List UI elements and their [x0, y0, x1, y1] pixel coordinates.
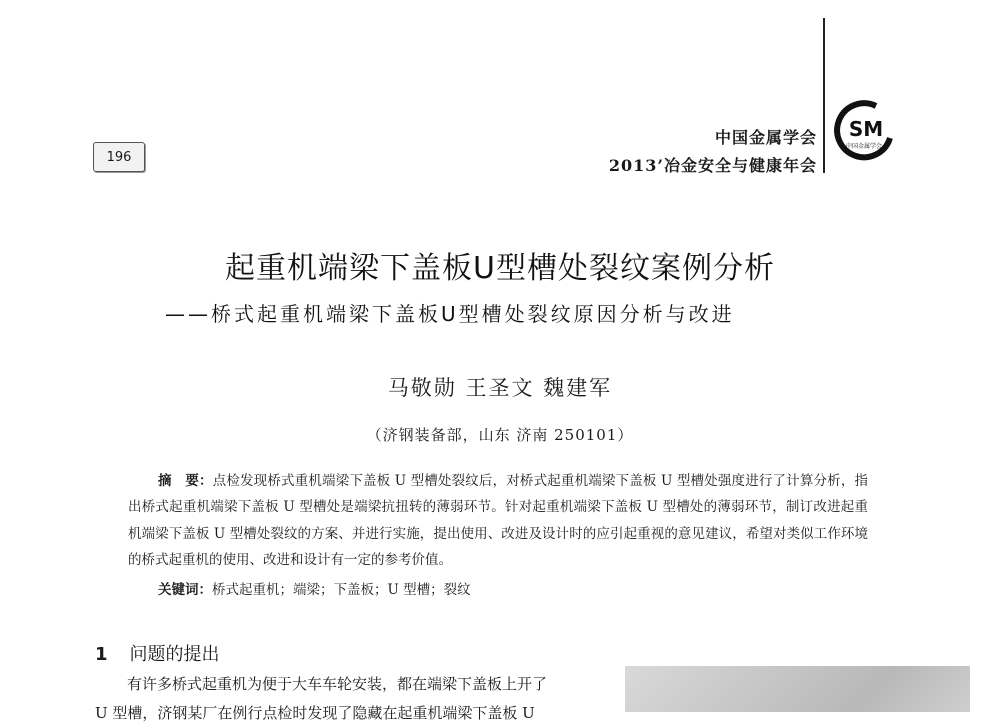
paper-subtitle: ——桥式起重机端梁下盖板U型槽处裂纹原因分析与改进: [165, 302, 735, 326]
abstract: [128, 468, 868, 573]
logo-caption: 中国金属学会: [845, 143, 883, 150]
conference-header: [560, 124, 817, 180]
section-heading: [95, 640, 220, 666]
keywords-text: 桥式起重机；端梁；下盖板；U 型槽；裂纹: [212, 582, 471, 598]
section-title: 问题的提出: [129, 644, 220, 665]
authors: 马敬勋 王圣文 魏建军: [387, 376, 613, 400]
affiliation: （济钢装备部，山东 济南 250101）: [366, 426, 634, 444]
conference-event: 2013’冶金安全与健康年会: [608, 156, 817, 175]
conference-org: 中国金属学会: [714, 128, 817, 147]
figure-photo: [625, 666, 970, 712]
abstract-label: 摘 要：: [158, 473, 213, 489]
keywords: [128, 578, 868, 602]
svg-text:SM: SM: [848, 117, 884, 141]
body-paragraph: [95, 670, 615, 728]
section-number: 1: [95, 644, 108, 665]
page-number: 196: [106, 149, 132, 165]
page-number-box: [93, 142, 145, 172]
society-logo-icon: [832, 98, 896, 162]
body-line-2: U 型槽，济钢某厂在例行点检时发现了隐藏在起重机端梁下盖板 U: [95, 704, 535, 722]
keywords-label: 关键词：: [158, 582, 212, 598]
body-line-1: 有许多桥式起重机为便于大车车轮安装，都在端梁下盖板上开了: [127, 675, 548, 693]
header-divider: [823, 18, 825, 173]
paper-title: 起重机端梁下盖板U型槽处裂纹案例分析: [225, 251, 775, 286]
abstract-text: 点检发现桥式重机端梁下盖板 U 型槽处裂纹后，对桥式起重机端梁下盖板 U 型槽处强度进行了计算分析，指出桥式起重机端梁下盖板 U 型槽处是端梁抗扭转的薄弱环节。针对起重机端梁下盖板 U 型槽处的薄弱环节，制订改进起重机端梁下盖板 U 型槽处裂纹的方案、并进行实施，提出使用、改进及设计时的应引起重视的意见建议，希望对类似工作环境的桥式起重机的使用、改进和设计有一定的参考价值。: [128, 473, 869, 568]
